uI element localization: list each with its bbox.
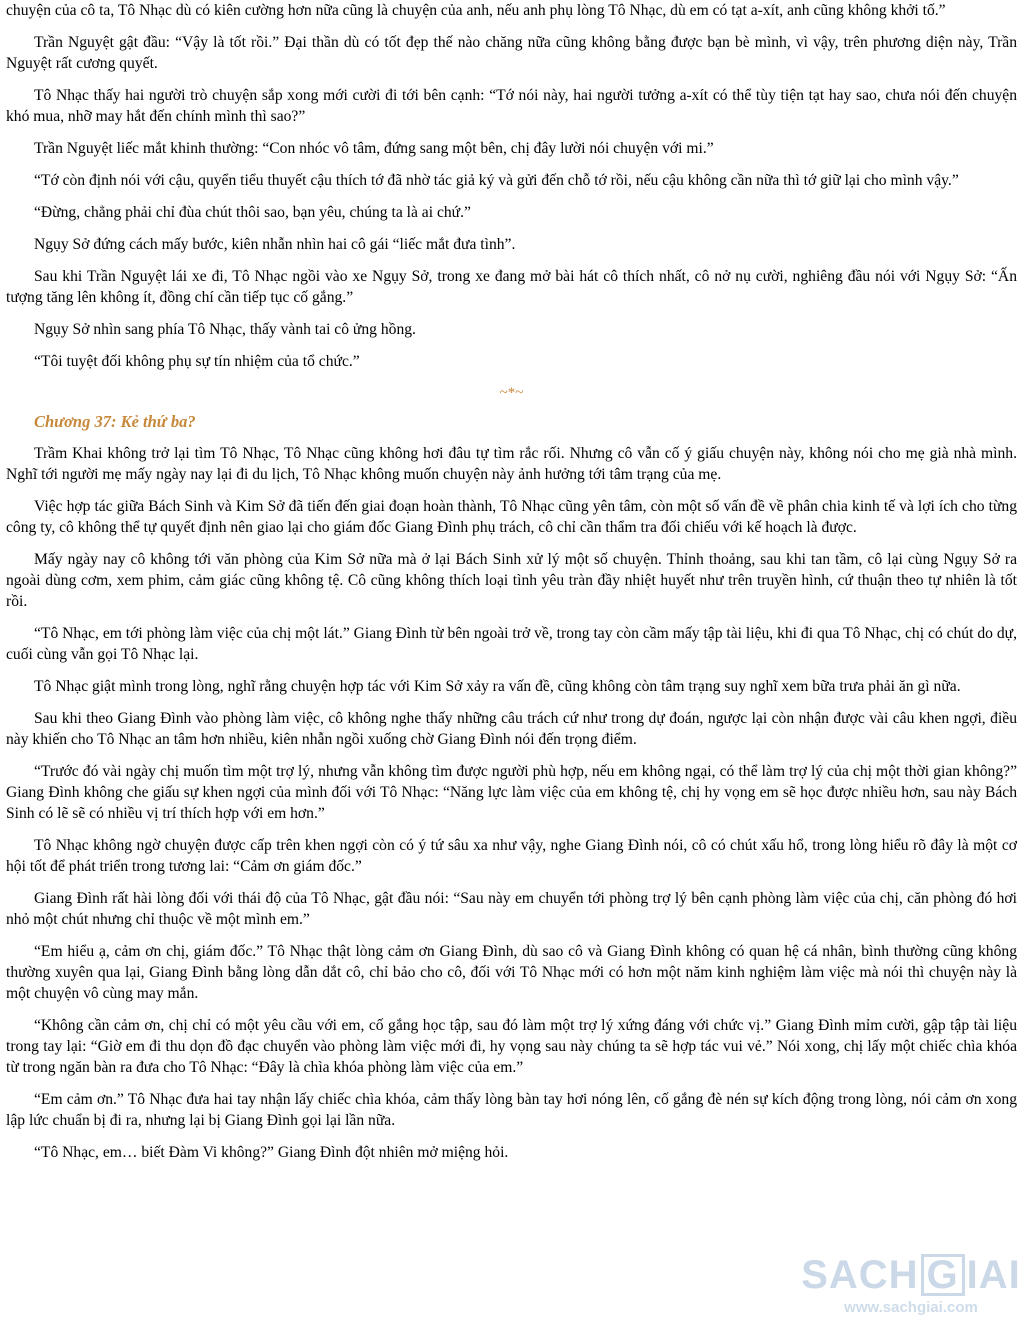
chapter-title: Chương 37: Kẻ thứ ba? <box>34 412 196 431</box>
sachgiai-watermark <box>801 1253 1021 1317</box>
paragraph: Việc hợp tác giữa Bách Sinh và Kim Sở đã tiến đến giai đoạn hoàn thành, Tô Nhạc cũng yên tâm, còn một số vấn đề về phân chia kinh tế và lợi ích cho từng công ty, cô không thể tự quyết định nên giao lại cho giám đốc Giang Đình phụ trách, cô chỉ cần thẩm tra đối chiếu với kế hoạch là được. <box>6 498 1017 536</box>
paragraph: “Tớ còn định nói với cậu, quyển tiểu thuyết cậu thích tớ đã nhờ tác giả ký và gửi đến chỗ tớ rồi, nếu cậu không cần nữa thì tớ giữ lại cho mình vậy.” <box>34 172 959 189</box>
paragraph: “Không cần cảm ơn, chị chỉ có một yêu cầu với em, cố gắng học tập, sau đó làm một trợ lý xứng đáng với chức vị.” Giang Đình mỉm cười, gập tập tài liệu trong tay lại: “Giờ em đi thu dọn đồ đạc chuyển vào phòng làm việc mới đi, hy vọng sau này chúng ta sẽ hợp tác vui vẻ.” Nói xong, chị lấy một chiếc chìa khóa từ trong ngăn bàn ra đưa cho Tô Nhạc: “Đây là chìa khóa phòng làm việc của em.” <box>6 1017 1017 1076</box>
watermark-url: www.sachgiai.com <box>844 1299 978 1316</box>
paragraph: chuyện của cô ta, Tô Nhạc dù có kiên cường hơn nữa cũng là chuyện của anh, nếu anh phụ lòng Tô Nhạc, dù em có tạt a-xít, anh cũng không khởi tố.” <box>6 2 946 19</box>
text-before-chapter <box>6 0 1017 372</box>
paragraph: “Tô Nhạc, em… biết Đàm Vi không?” Giang Đình đột nhiên mở miệng hỏi. <box>34 1144 509 1161</box>
paragraph: Tô Nhạc thấy hai người trò chuyện sắp xong mới cười đi tới bên cạnh: “Tớ nói này, hai người tưởng a-xít có thể tùy tiện tạt hay sao, chưa nói đến chuyện khó mua, nhỡ may hắt đến chính mình thì sao?” <box>6 87 1017 125</box>
watermark-logo-part: IAI <box>966 1253 1021 1297</box>
paragraph: Ngụy Sở nhìn sang phía Tô Nhạc, thấy vành tai cô ửng hồng. <box>34 321 416 338</box>
paragraph: Sau khi Trần Nguyệt lái xe đi, Tô Nhạc ngồi vào xe Ngụy Sở, trong xe đang mở bài hát cô thích nhất, cô nở nụ cười, nghiêng đầu nói với Ngụy Sở: “Ấn tượng tăng lên không ít, đồng chí cần tiếp tục cố gắng.” <box>6 268 1017 306</box>
text-after-chapter <box>6 443 1017 1163</box>
paragraph: Trần Nguyệt liếc mắt khinh thường: “Con nhóc vô tâm, đứng sang một bên, chị đây lười nói chuyện với mi.” <box>34 140 714 157</box>
paragraph: Ngụy Sở đứng cách mấy bước, kiên nhẫn nhìn hai cô gái “liếc mắt đưa tình”. <box>34 236 516 253</box>
watermark-logo <box>801 1253 1021 1297</box>
watermark-logo-part: SACH <box>801 1253 919 1297</box>
document-page <box>6 0 1017 1174</box>
paragraph: Mấy ngày nay cô không tới văn phòng của Kim Sở nữa mà ở lại Bách Sinh xử lý một số chuyện. Thỉnh thoảng, sau khi tan tầm, cô lại cùng Ngụy Sở ra ngoài dùng cơm, xem phim, cảm giác cũng không tệ. Cô cũng không thích loại tình yêu tràn đầy nhiệt huyết như trên truyền hình, cứ thuận theo tự nhiên là tốt rồi. <box>6 551 1017 610</box>
paragraph: “Trước đó vài ngày chị muốn tìm một trợ lý, nhưng vẫn không tìm được người phù hợp, nếu em không ngại, có thể làm trợ lý của chị một thời gian không?” Giang Đình không che giấu sự khen ngợi của mình đối với Tô Nhạc: “Năng lực làm việc của em không tệ, chị hy vọng em sẽ học được nhiều hơn, sau này Bách Sinh có lẽ sẽ có nhiều vị trí thích hợp với em hơn.” <box>6 763 1017 822</box>
section-separator: ~*~ <box>499 385 524 401</box>
paragraph: Trầm Khai không trở lại tìm Tô Nhạc, Tô Nhạc cũng không hơi đâu tự tìm rắc rối. Nhưng cô vẫn cố ý giấu chuyện này, không nói cho mẹ già nhà mình. Nghĩ tới người mẹ mấy ngày nay lại đi du lịch, Tô Nhạc không muốn chuyện này ảnh hưởng tới tâm trạng của mẹ. <box>6 445 1017 483</box>
paragraph: Sau khi theo Giang Đình vào phòng làm việc, cô không nghe thấy những câu trách cứ như trong dự đoán, ngược lại còn nhận được vài câu khen ngợi, điều này khiến cho Tô Nhạc an tâm hơn nhiều, kiên nhẫn ngồi xuống chờ Giang Đình nói đến trọng điểm. <box>6 710 1017 748</box>
paragraph: Tô Nhạc giật mình trong lòng, nghĩ rằng chuyện hợp tác với Kim Sở xảy ra vấn đề, cũng không còn tâm trạng suy nghĩ xem bữa trưa phải ăn gì nữa. <box>34 678 961 695</box>
paragraph: “Tô Nhạc, em tới phòng làm việc của chị một lát.” Giang Đình từ bên ngoài trở về, trong tay còn cầm mấy tập tài liệu, khi đi qua Tô Nhạc, chị có chút do dự, cuối cùng vẫn gọi Tô Nhạc lại. <box>6 625 1017 663</box>
paragraph: Tô Nhạc không ngờ chuyện được cấp trên khen ngợi còn có ý tứ sâu xa như vậy, nghe Giang Đình nói, cô có chút xấu hổ, trong lòng hiểu rõ đây là một cơ hội tốt để phát triển trong tương lai: “Cảm ơn giám đốc.” <box>6 837 1017 875</box>
paragraph: “Đừng, chẳng phải chỉ đùa chút thôi sao, bạn yêu, chúng ta là ai chứ.” <box>34 204 471 221</box>
paragraph: “Tôi tuyệt đối không phụ sự tín nhiệm của tổ chức.” <box>34 353 360 370</box>
paragraph: “Em cảm ơn.” Tô Nhạc đưa hai tay nhận lấy chiếc chìa khóa, cảm thấy lòng bàn tay hơi nóng lên, cố gắng đè nén sự kích động trong lòng, nói cảm ơn xong lập lức chuẩn bị đi ra, nhưng lại bị Giang Đình gọi lại lần nữa. <box>6 1091 1017 1129</box>
watermark-logo-boxed-letter: G <box>921 1254 965 1296</box>
paragraph: Trần Nguyệt gật đầu: “Vậy là tốt rồi.” Đại thần dù có tốt đẹp thế nào chăng nữa cũng không bằng được bạn bè mình, vì vậy, trên phương diện này, Trần Nguyệt rất cương quyết. <box>6 34 1017 72</box>
paragraph: “Em hiểu ạ, cảm ơn chị, giám đốc.” Tô Nhạc thật lòng cảm ơn Giang Đình, dù sao cô và Giang Đình không có quan hệ cá nhân, bình thường cũng không thường xuyên qua lại, Giang Đình bằng lòng dẫn dắt cô, chỉ bảo cho cô, đối với Tô Nhạc mới có hơn một năm kinh nghiệm làm việc mà nói thì chuyện này là một chuyện vô cùng may mắn. <box>6 943 1017 1002</box>
paragraph: Giang Đình rất hài lòng đối với thái độ của Tô Nhạc, gật đầu nói: “Sau này em chuyển tới phòng trợ lý bên cạnh phòng làm việc của chị, căn phòng đó hơi nhỏ một chút nhưng chỉ thuộc về một mình em.” <box>6 890 1017 928</box>
